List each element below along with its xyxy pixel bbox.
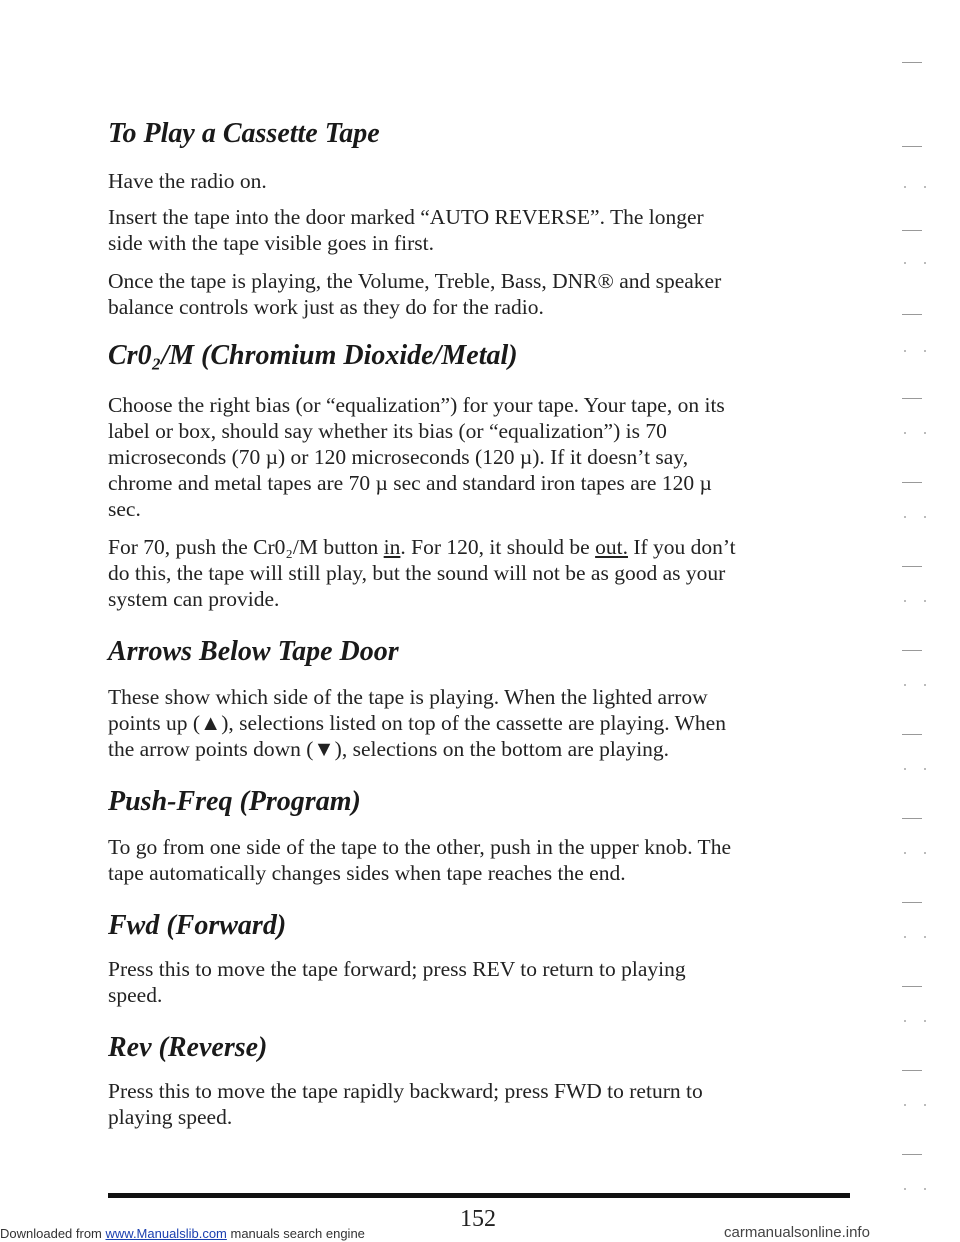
section-heading-cr02-m: Cr0₂/M (Chromium Dioxide/Metal) (108, 340, 518, 371)
edge-mark (904, 936, 926, 938)
edge-mark (902, 818, 922, 819)
edge-mark (904, 684, 926, 686)
edge-mark (902, 482, 922, 483)
edge-mark (904, 350, 926, 352)
section-heading-play-cassette: To Play a Cassette Tape (108, 118, 380, 149)
paragraph: To go from one side of the tape to the other, push in the upper knob. The tape automatically changes sides when tape reaches the end. (108, 835, 731, 885)
paragraph: Choose the right bias (or “equalization”) for your tape. Your tape, on its label or box, should say whether its bias (or “equalization”) is 70 microseconds (70 µ) or 120 microseconds (120 µ). If it doesn’t say, chrome and metal tapes are 70 µ sec and standard iron tapes are 120 µ sec. (108, 393, 725, 521)
edge-mark (902, 1154, 922, 1155)
paragraph: Once the tape is playing, the Volume, Treble, Bass, DNR® and speaker balance controls work just as they do for the radio. (108, 269, 722, 319)
manualslib-link[interactable]: www.Manualslib.com (105, 1226, 227, 1241)
edge-mark (904, 600, 926, 602)
edge-mark (902, 314, 922, 315)
edge-mark (902, 62, 922, 63)
page-number: 152 (460, 1206, 496, 1232)
paragraph: Insert the tape into the door marked “AUTO REVERSE”. The longer side with the tape visible goes in first. (108, 205, 704, 255)
edge-mark (904, 1188, 926, 1190)
section-heading-push-freq: Push-Freq (Program) (108, 786, 361, 817)
edge-mark (904, 852, 926, 854)
section-heading-rev: Rev (Reverse) (108, 1032, 268, 1063)
edge-mark (904, 262, 926, 264)
edge-mark (902, 650, 922, 651)
edge-mark (904, 516, 926, 518)
section-heading-fwd: Fwd (Forward) (108, 910, 287, 941)
paragraph: Have the radio on. (108, 169, 267, 193)
section-heading-arrows: Arrows Below Tape Door (108, 636, 399, 667)
paragraph: Press this to move the tape forward; press REV to return to playing speed. (108, 957, 686, 1007)
download-footer: Downloaded from www.Manualslib.com manuals search engine (0, 1226, 365, 1241)
edge-mark (902, 902, 922, 903)
edge-mark (902, 566, 922, 567)
edge-mark (904, 186, 926, 188)
edge-mark (904, 1104, 926, 1106)
edge-mark (904, 768, 926, 770)
bottom-rule (108, 1193, 850, 1198)
paragraph: Press this to move the tape rapidly backward; press FWD to return to playing speed. (108, 1079, 703, 1129)
paragraph: For 70, push the Cr0₂/M button in. For 120, it should be out. If you don’t do this, the tape will still play, but the sound will not be as good as your system can provide. (108, 535, 736, 611)
edge-mark (902, 986, 922, 987)
edge-mark (904, 1020, 926, 1022)
edge-mark (902, 734, 922, 735)
edge-mark (904, 432, 926, 434)
edge-mark (902, 398, 922, 399)
paragraph: These show which side of the tape is playing. When the lighted arrow points up (▲), selections listed on top of the cassette are playing. When the arrow points down (▼), selections on the bottom are playing. (108, 685, 726, 761)
edge-mark (902, 1070, 922, 1071)
edge-mark (902, 230, 922, 231)
edge-mark (902, 146, 922, 147)
site-watermark: carmanualsonline.info (724, 1224, 870, 1241)
